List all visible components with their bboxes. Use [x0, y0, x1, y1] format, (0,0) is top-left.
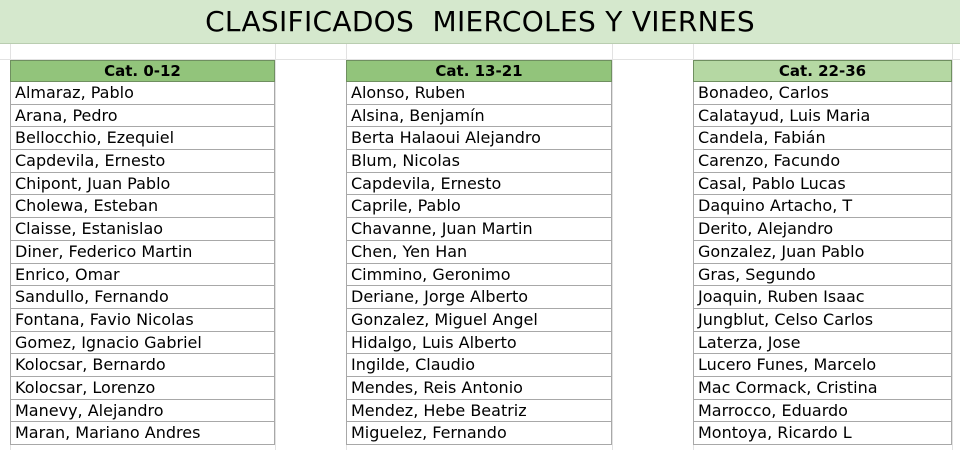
name-cell[interactable]: Marrocco, Eduardo [693, 400, 952, 423]
name-cell[interactable]: Manevy, Alejandro [10, 400, 275, 423]
name-cell[interactable]: Calatayud, Luis Maria [693, 105, 952, 128]
name-cell[interactable]: Candela, Fabián [693, 127, 952, 150]
name-cell[interactable]: Cimmino, Geronimo [346, 264, 612, 287]
name-cell[interactable]: Bonadeo, Carlos [693, 82, 952, 105]
name-cell[interactable]: Lucero Funes, Marcelo [693, 354, 952, 377]
name-cell[interactable]: Mendez, Hebe Beatriz [346, 400, 612, 423]
name-cell[interactable]: Ingilde, Claudio [346, 354, 612, 377]
name-cell[interactable]: Caprile, Pablo [346, 195, 612, 218]
name-cell[interactable]: Maran, Mariano Andres [10, 422, 275, 445]
name-cell[interactable]: Laterza, Jose [693, 332, 952, 355]
name-cell[interactable]: Casal, Pablo Lucas [693, 173, 952, 196]
name-cell[interactable]: Fontana, Favio Nicolas [10, 309, 275, 332]
name-cell[interactable]: Chen, Yen Han [346, 241, 612, 264]
name-cell[interactable]: Hidalgo, Luis Alberto [346, 332, 612, 355]
name-cell[interactable]: Blum, Nicolas [346, 150, 612, 173]
sheet-title-bar [0, 0, 960, 44]
name-cell[interactable]: Mac Cormack, Cristina [693, 377, 952, 400]
name-cell[interactable]: Capdevila, Ernesto [346, 173, 612, 196]
name-cell[interactable]: Claisse, Estanislao [10, 218, 275, 241]
name-cell[interactable]: Arana, Pedro [10, 105, 275, 128]
name-cell[interactable]: Carenzo, Facundo [693, 150, 952, 173]
name-cell[interactable]: Enrico, Omar [10, 264, 275, 287]
grid-line [952, 44, 953, 450]
column-header[interactable]: Cat. 13-21 [346, 60, 612, 82]
name-cell[interactable]: Chavanne, Juan Martin [346, 218, 612, 241]
name-cell[interactable]: Derito, Alejandro [693, 218, 952, 241]
name-cell[interactable]: Mendes, Reis Antonio [346, 377, 612, 400]
name-cell[interactable]: Jungblut, Celso Carlos [693, 309, 952, 332]
name-cell[interactable]: Gonzalez, Miguel Angel [346, 309, 612, 332]
category-column [693, 60, 952, 445]
column-header[interactable]: Cat. 22-36 [693, 60, 952, 82]
grid-line [275, 44, 276, 450]
sheet-title: CLASIFICADOS MIERCOLES Y VIERNES [205, 5, 755, 38]
name-cell[interactable]: Kolocsar, Lorenzo [10, 377, 275, 400]
name-cell[interactable]: Kolocsar, Bernardo [10, 354, 275, 377]
name-cell[interactable]: Deriane, Jorge Alberto [346, 286, 612, 309]
name-cell[interactable]: Montoya, Ricardo L [693, 422, 952, 445]
name-cell[interactable]: Joaquin, Ruben Isaac [693, 286, 952, 309]
name-cell[interactable]: Gras, Segundo [693, 264, 952, 287]
grid-line [612, 44, 613, 450]
name-cell[interactable]: Daquino Artacho, T [693, 195, 952, 218]
name-cell[interactable]: Alonso, Ruben [346, 82, 612, 105]
name-cell[interactable]: Miguelez, Fernando [346, 422, 612, 445]
name-cell[interactable]: Almaraz, Pablo [10, 82, 275, 105]
name-cell[interactable]: Berta Halaoui Alejandro [346, 127, 612, 150]
name-cell[interactable]: Diner, Federico Martin [10, 241, 275, 264]
name-cell[interactable]: Bellocchio, Ezequiel [10, 127, 275, 150]
name-cell[interactable]: Sandullo, Fernando [10, 286, 275, 309]
name-cell[interactable]: Capdevila, Ernesto [10, 150, 275, 173]
name-cell[interactable]: Cholewa, Esteban [10, 195, 275, 218]
name-cell[interactable]: Gomez, Ignacio Gabriel [10, 332, 275, 355]
name-cell[interactable]: Chipont, Juan Pablo [10, 173, 275, 196]
column-header[interactable]: Cat. 0-12 [10, 60, 275, 82]
category-column [10, 60, 275, 445]
name-cell[interactable]: Alsina, Benjamín [346, 105, 612, 128]
name-cell[interactable]: Gonzalez, Juan Pablo [693, 241, 952, 264]
category-column [346, 60, 612, 445]
